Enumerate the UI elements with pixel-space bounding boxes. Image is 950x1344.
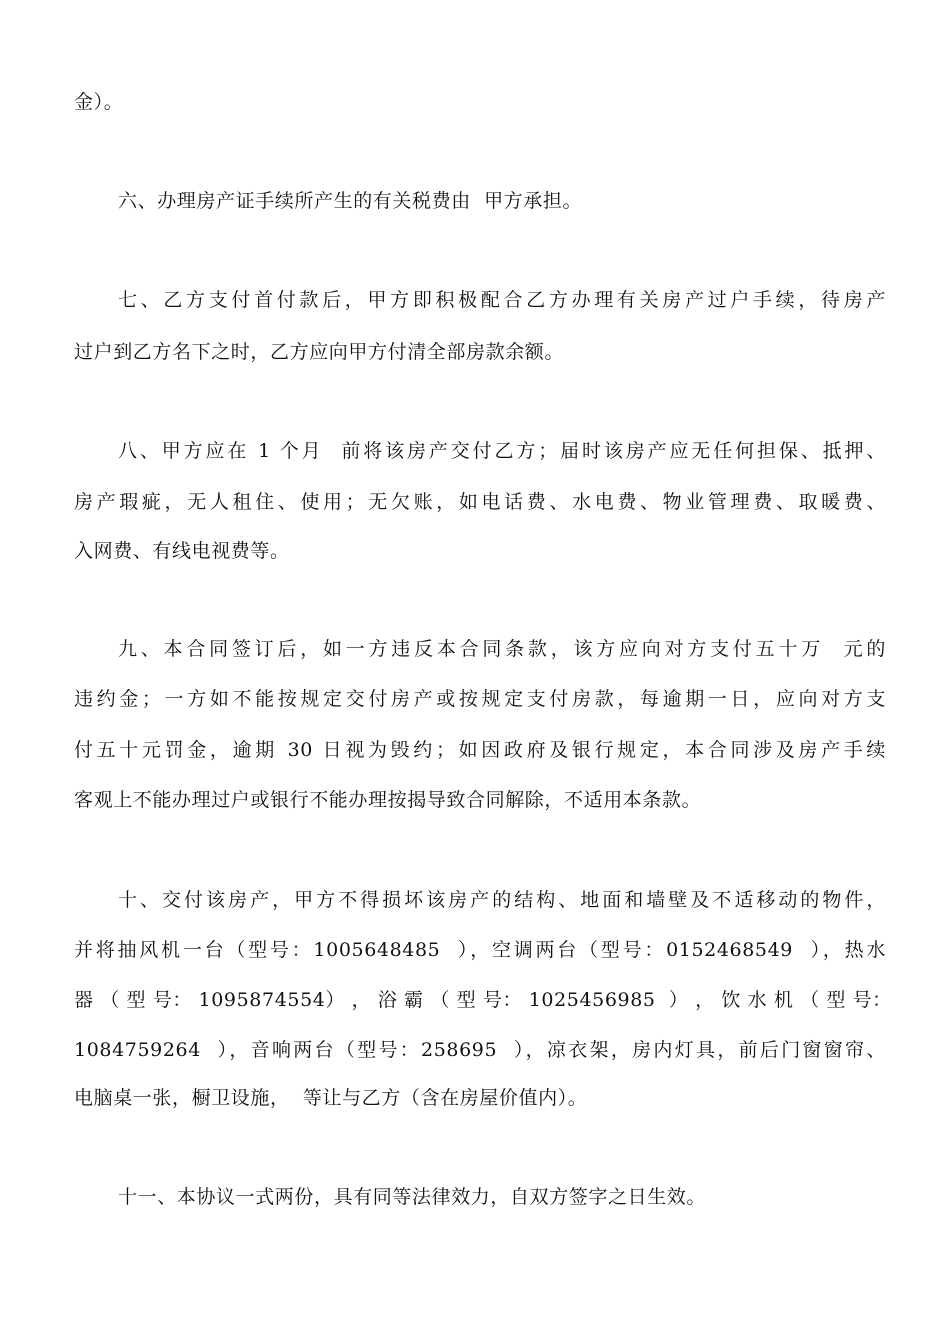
clause-10-line-2: 并将抽风机一台（型号：1005648485 ），空调两台（型号：0152468549 ），热水 — [74, 939, 886, 961]
clause-8-line-2: 房产瑕疵，无人租住、使用；无欠账，如电话费、水电费、物业管理费、取暖费、 — [74, 491, 886, 513]
clause-10-line-5: 电脑桌一张，橱卫设施， 等让与乙方（含在房屋价值内）。 — [74, 1087, 588, 1109]
clause-8-line-1: 八、甲方应在 1 个月 前将该房产交付乙方；届时该房产应无任何担保、抵押、 — [118, 440, 886, 462]
clause-7-line-1: 七、乙方支付首付款后，甲方即积极配合乙方办理有关房产过户手续，待房产 — [118, 289, 886, 311]
clause-9-line-4: 客观上不能办理过户或银行不能办理按揭导致合同解除，不适用本条款。 — [74, 789, 702, 811]
paragraph-continuation-line-1: 金）。 — [74, 91, 124, 113]
clause-11-line-1: 十一、本协议一式两份，具有同等法律效力，自双方签字之日生效。 — [118, 1186, 707, 1208]
clause-7-line-2: 过户到乙方名下之时，乙方应向甲方付清全部房款余额。 — [74, 341, 565, 363]
clause-10-line-4: 1084759264 ），音响两台（型号：258695 ），凉衣架，房内灯具，前后门窗窗帘、 — [74, 1039, 886, 1061]
clause-9-line-2: 违约金；一方如不能按规定交付房产或按规定支付房款，每逾期一日，应向对方支 — [74, 688, 886, 710]
clause-10-line-3: 器 （ 型 号： 1095874554） ， 浴 霸 （ 型 号： 1025456985 ） ， 饮 水 机 （ 型 号： — [74, 989, 892, 1011]
clause-8-line-3: 入网费、有线电视费等。 — [74, 540, 290, 562]
clause-6-line-1: 六、办理房产证手续所产生的有关税费由 甲方承担。 — [118, 190, 583, 212]
clause-10-line-1: 十、交付该房产，甲方不得损坏该房产的结构、地面和墙壁及不适移动的物件， — [118, 889, 886, 911]
clause-9-line-3: 付五十元罚金，逾期 30 日视为毁约；如因政府及银行规定，本合同涉及房产手续 — [74, 739, 886, 761]
clause-9-line-1: 九、本合同签订后，如一方违反本合同条款，该方应向对方支付五十万 元的 — [118, 638, 886, 660]
